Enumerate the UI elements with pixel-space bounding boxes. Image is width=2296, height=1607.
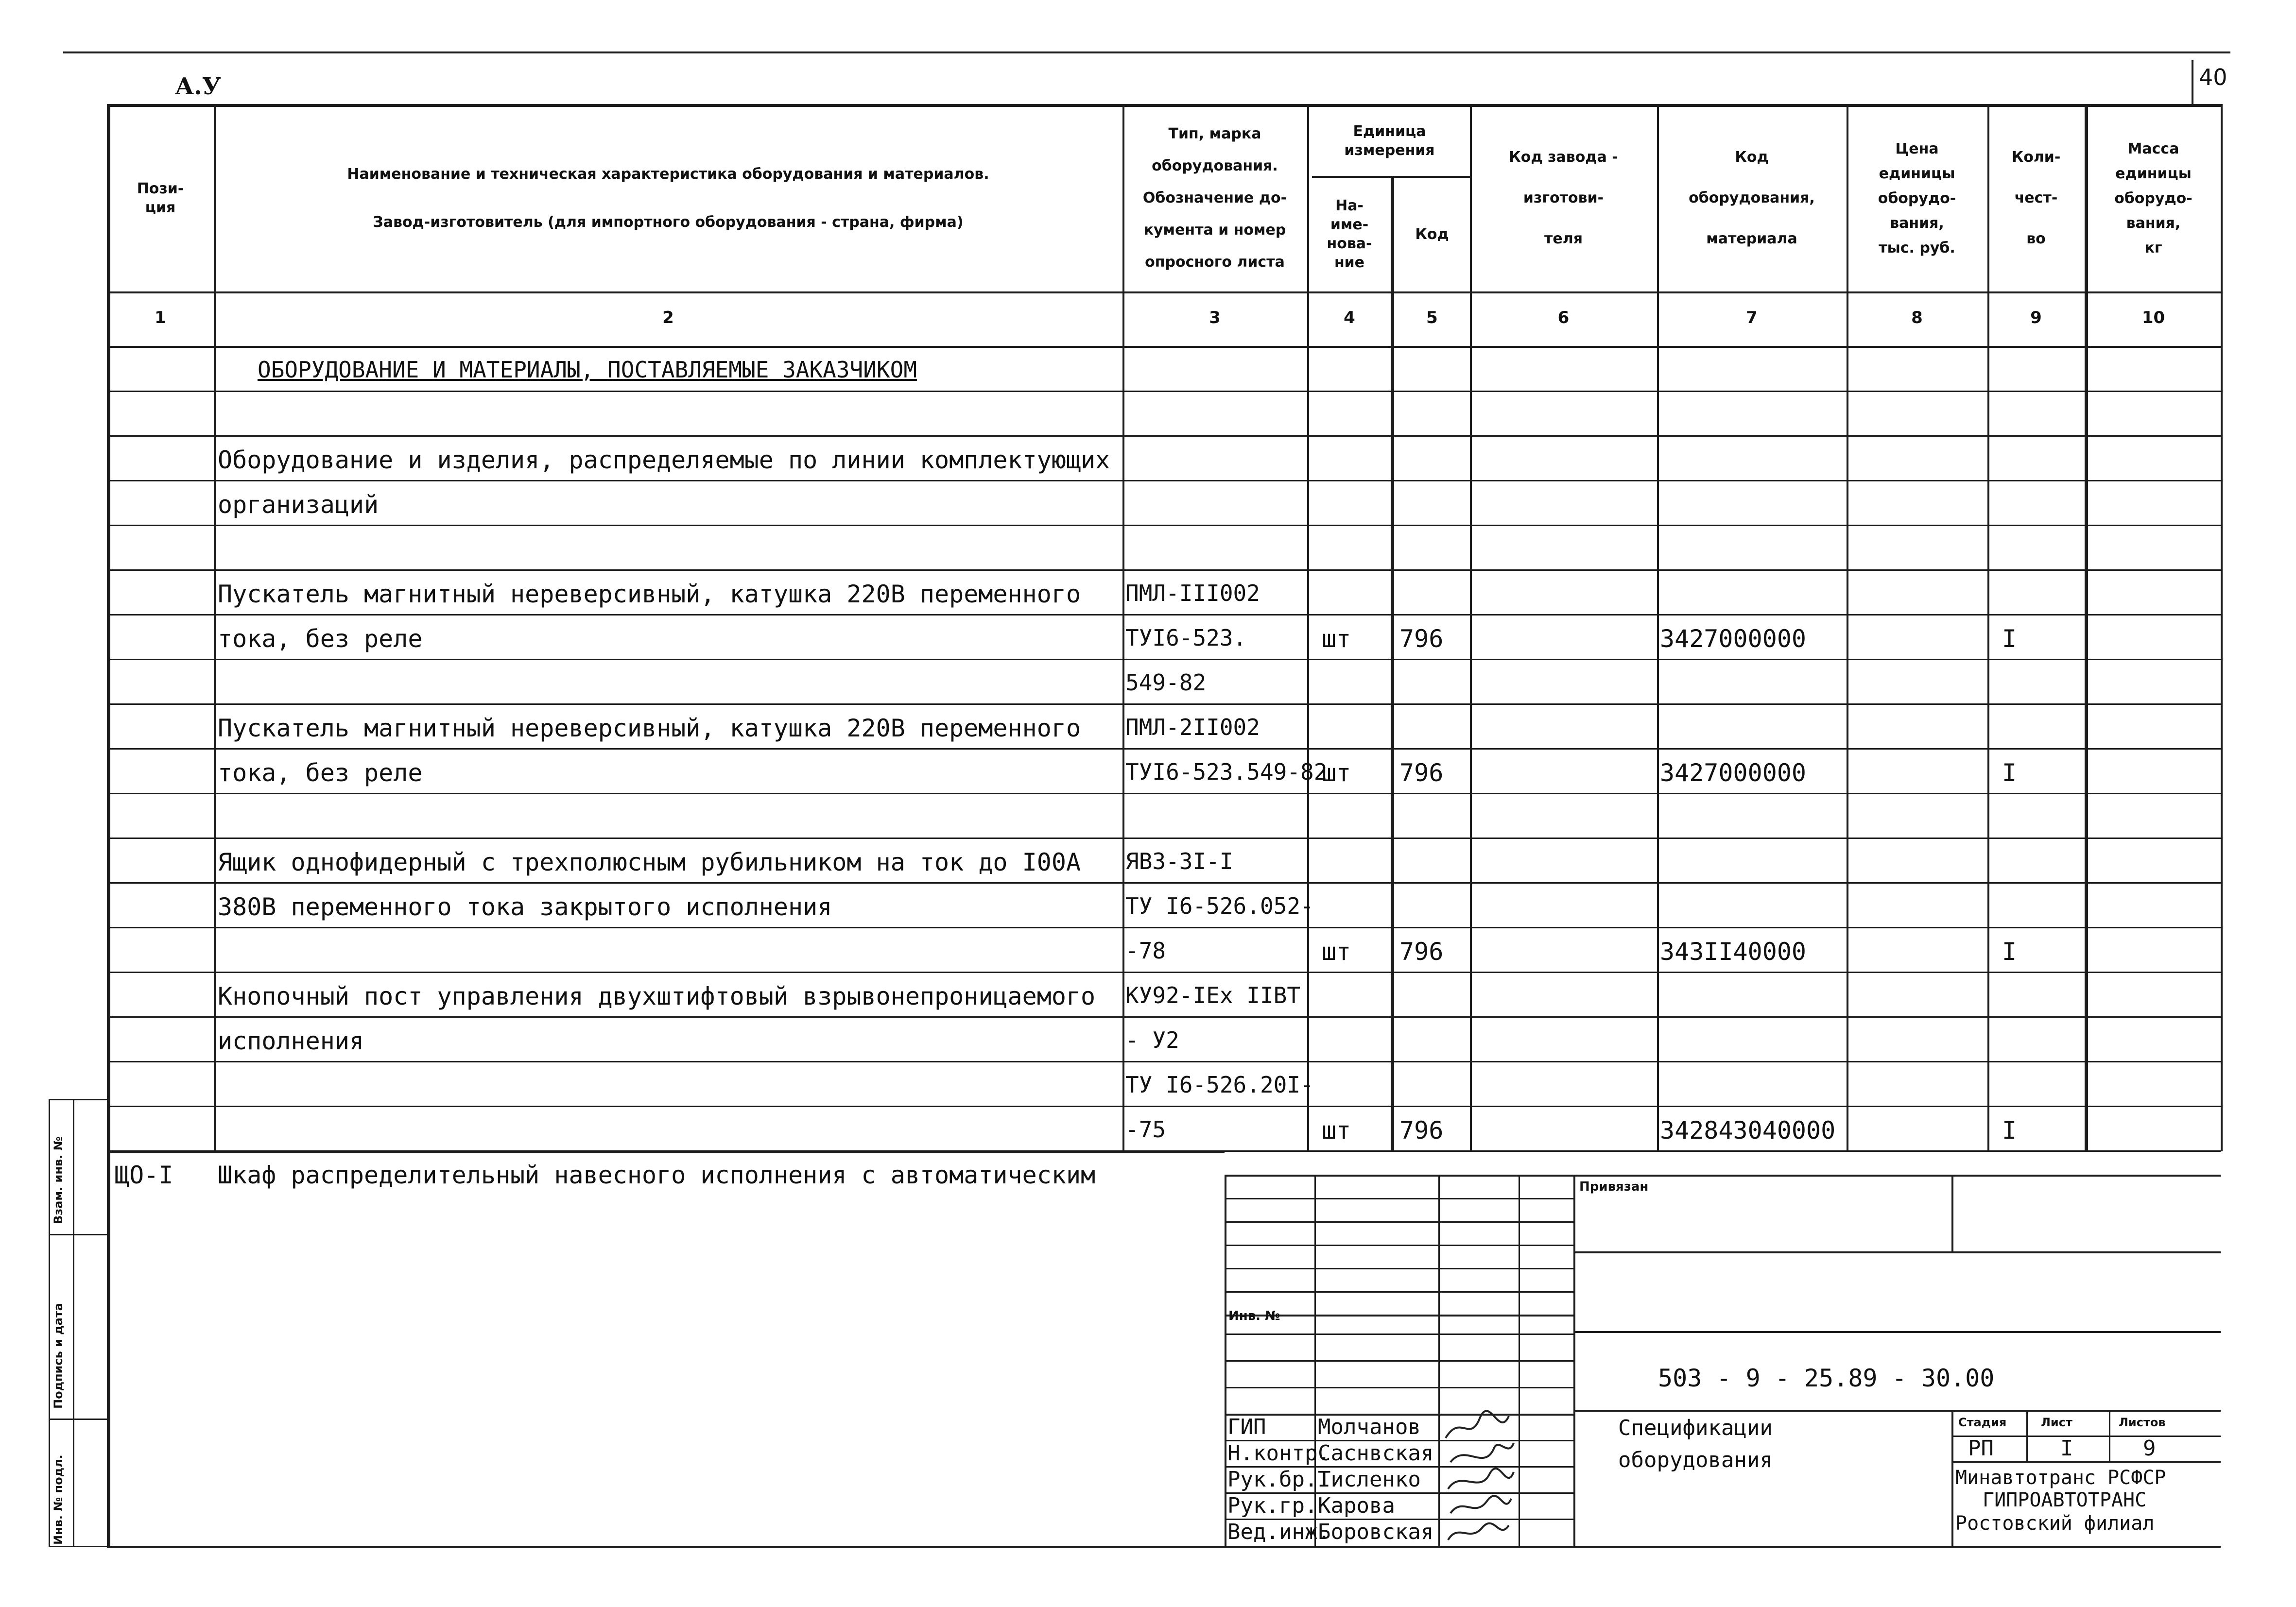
tb-grid-line: [1225, 1198, 1573, 1199]
col-header-5: [1394, 179, 1470, 290]
cell-unit: шт: [1322, 759, 1351, 787]
title-block-stage-value-line: [1951, 1461, 2221, 1463]
signature-name: Карова: [1318, 1493, 1395, 1518]
col-header-unit-line: Единица: [1353, 123, 1426, 140]
title-block-stage-split: [2109, 1410, 2110, 1461]
side-strip-inner-line: [73, 1099, 74, 1547]
col-header-10-line: оборудо-: [2114, 189, 2192, 207]
signature-role: Вед.инж.: [1227, 1520, 1330, 1544]
page-bottom-line: [107, 1546, 2221, 1548]
col-header-10-line: Масса: [2127, 140, 2179, 157]
cell-type: ПМЛ-III002: [1125, 580, 1260, 606]
col-number: 3: [1209, 308, 1221, 327]
sheet-label: Лист: [2041, 1416, 2072, 1429]
title-block-attached-line: [1951, 1175, 1953, 1251]
col-header-1-line: ция: [145, 199, 176, 216]
col-header-7: [1659, 107, 1845, 290]
tb-grid-line: [1225, 1221, 1573, 1223]
header-code: А.У: [175, 73, 221, 100]
cell-type: КУ92-IЕх IIВТ: [1125, 982, 1301, 1009]
title-block-stage-line: [1951, 1410, 1953, 1546]
cell-unit_code: 796: [1399, 938, 1444, 966]
org-line-3: Ростовский филиал: [1955, 1512, 2155, 1535]
col-header-3-line: оборудования.: [1152, 157, 1278, 174]
col-header-1: [109, 107, 212, 290]
top-border-line: [63, 51, 2230, 53]
col-line-9: [2085, 104, 2088, 1151]
cell-qty: I: [2002, 759, 2017, 787]
col-header-3-line: кумента и номер: [1143, 222, 1286, 239]
cell-unit: шт: [1322, 938, 1351, 966]
col-header-unit-line: измерения: [1344, 142, 1435, 159]
cell-name: организаций: [218, 491, 379, 519]
page-number: 40: [2199, 64, 2227, 90]
col-header-7-line: оборудования,: [1689, 189, 1815, 206]
document-title-line-1: Спецификации: [1618, 1416, 1773, 1440]
col-header-4: [1309, 179, 1390, 290]
stage-value: РП: [1968, 1436, 1994, 1461]
col-header-3-line: Тип, марка: [1168, 125, 1261, 142]
row-separator: [107, 1150, 2221, 1152]
col-header-3: [1124, 107, 1305, 290]
cell-type: -75: [1125, 1116, 1166, 1143]
col-line-4: [1391, 176, 1394, 1151]
tb-grid-line: [1225, 1360, 1573, 1362]
cell-name: Пускатель магнитный нереверсивный, катушка 220В переменного: [218, 580, 1081, 608]
document-code: 503 - 9 - 25.89 - 30.00: [1658, 1364, 1995, 1392]
col-header-10-line: вания,: [2126, 214, 2181, 232]
col-number: 8: [1911, 308, 1923, 327]
side-label-replace: Взам. инв. №: [52, 1136, 65, 1224]
numbers-bottom-line: [107, 346, 2221, 348]
cell-name: ОБОРУДОВАНИЕ И МАТЕРИАЛЫ, ПОСТАВЛЯЕМЫЕ ЗАКАЗЧИКОМ: [258, 357, 917, 383]
signature-role: Рук.бр.I: [1227, 1467, 1330, 1492]
col-header-8: [1848, 107, 1985, 290]
col-header-9-line: Коли-: [2011, 149, 2061, 166]
side-strip-outer-line: [49, 1099, 50, 1547]
cell-name: 380В переменного тока закрытого исполнения: [218, 893, 832, 921]
page-number-box-line: [2192, 60, 2193, 104]
org-line-2: ГИПРОАВТОТРАНС: [1983, 1489, 2147, 1511]
cell-type: 549-82: [1125, 669, 1207, 696]
title-block-stage-split: [2026, 1410, 2028, 1461]
col-header-8-line: тыс. руб.: [1879, 239, 1955, 256]
cell-code: 343II40000: [1660, 938, 1807, 966]
col-header-8-line: вания,: [1890, 214, 1944, 232]
row-separator: [107, 435, 2221, 437]
cell-qty: I: [2002, 938, 2017, 966]
col-number: 4: [1344, 308, 1355, 327]
inv-number-label: Инв. №: [1228, 1309, 1280, 1323]
col-header-8-line: оборудо-: [1878, 189, 1956, 207]
cell-name: Пускатель магнитный нереверсивный, катушка 220В переменного: [218, 714, 1081, 742]
cell-unit_code: 796: [1399, 625, 1444, 653]
signature-role: Н.контр.: [1227, 1441, 1330, 1466]
col-header-2-line: Завод-изготовитель (для импортного оборудования - страна, фирма): [373, 214, 964, 231]
row-separator: [107, 1016, 2221, 1018]
col-header-9-line: чест-: [2014, 189, 2058, 206]
col-header-4-line: име-: [1330, 216, 1369, 233]
col-header-10: [2088, 107, 2219, 290]
row-separator: [107, 703, 2221, 705]
row-separator: [107, 525, 2221, 526]
col-header-4-line: ние: [1334, 254, 1365, 271]
cell-type: ТУ I6-526.052-: [1125, 893, 1314, 919]
sheets-label: Листов: [2119, 1416, 2166, 1429]
side-strip-line: [49, 1099, 107, 1100]
cell-type: ТУ I6-526.20I-: [1125, 1072, 1314, 1098]
side-strip-line: [49, 1234, 107, 1235]
side-label-signature: Подпись и дата: [52, 1303, 65, 1409]
col-number: 7: [1746, 308, 1758, 327]
signature-name: Молчанов: [1318, 1415, 1421, 1439]
row-separator: [107, 1061, 2221, 1062]
cell-type: ТУI6-523.549-82: [1125, 759, 1328, 785]
col-header-6-line: изготови-: [1523, 189, 1604, 206]
col-number: 2: [662, 308, 674, 327]
title-block-top-line: [1225, 1175, 2221, 1177]
cell-name: исполнения: [218, 1027, 364, 1055]
cell-qty: I: [2002, 625, 2017, 653]
col-header-3-line: Обозначение до-: [1142, 189, 1287, 206]
col-header-7-line: материала: [1706, 230, 1797, 247]
cell-unit: шт: [1322, 625, 1351, 653]
row-separator: [107, 614, 2221, 615]
row-separator: [107, 1106, 2221, 1107]
col-line-10: [2221, 104, 2223, 1151]
col-header-9-line: во: [2026, 230, 2046, 247]
cell-name: Оборудование и изделия, распределяемые по линии комплектующих: [218, 446, 1110, 474]
col-header-6-line: Код завода -: [1509, 149, 1618, 166]
attached-label: Привязан: [1579, 1180, 1649, 1194]
signature-role: ГИП: [1227, 1415, 1266, 1439]
row-separator: [107, 882, 2221, 884]
col-header-5-line: Код: [1415, 225, 1449, 243]
col-header-6: [1472, 107, 1655, 290]
tb-grid-line: [1225, 1387, 1573, 1388]
header-bottom-line: [107, 291, 2221, 293]
row-separator: [107, 391, 2221, 392]
cell-name: Кнопочный пост управления двухштифтовый взрывонепроницаемого: [218, 982, 1096, 1010]
col-header-10-line: кг: [2144, 239, 2162, 256]
col-header-9: [1989, 107, 2083, 290]
col-header-10-line: единицы: [2115, 165, 2192, 182]
row-separator: [107, 569, 2221, 571]
cell-type: ПМЛ-2II002: [1125, 714, 1260, 740]
tb-grid-line: [1225, 1333, 1573, 1335]
col-number: 10: [2141, 308, 2165, 327]
document-title-line-2: оборудования: [1618, 1448, 1773, 1472]
handwritten-signatures: [1441, 1409, 1519, 1545]
cell-name: тока, без реле: [218, 759, 423, 787]
cell-code: 3427000000: [1660, 625, 1807, 653]
cell-type: ЯВЗ-3I-I: [1125, 848, 1233, 874]
stage-label: Стадия: [1958, 1416, 2007, 1429]
col-header-2: [216, 107, 1121, 290]
signature-name: Саснвская: [1318, 1441, 1434, 1466]
side-strip-line: [49, 1419, 107, 1420]
cell-unit: шт: [1322, 1116, 1351, 1145]
col-header-unit: [1309, 107, 1470, 175]
signature-role: Рук.гр.: [1227, 1493, 1318, 1518]
side-strip-line: [49, 1546, 107, 1547]
cell-type: -78: [1125, 938, 1166, 964]
row-separator: [107, 838, 2221, 839]
cell-qty: I: [2002, 1116, 2017, 1145]
tb-grid-line: [1225, 1245, 1573, 1246]
row-separator: [107, 927, 2221, 928]
org-line-1: Минавтотранс РСФСР: [1955, 1467, 2166, 1489]
sheets-value: 9: [2143, 1436, 2156, 1461]
row-separator: [107, 793, 2221, 794]
col-header-6-line: теля: [1544, 230, 1583, 247]
title-block-line: [1573, 1331, 2221, 1333]
title-block-line: [1573, 1410, 2221, 1412]
col-number: 1: [155, 308, 166, 327]
col-header-2-line: Наименование и техническая характеристика оборудования и материалов.: [347, 166, 989, 183]
col-header-8-line: Цена: [1895, 140, 1939, 157]
col-number: 5: [1426, 308, 1438, 327]
cell-type: - У2: [1125, 1027, 1179, 1053]
cell-code: 342843040000: [1660, 1116, 1836, 1145]
col-header-3-line: опросного листа: [1145, 254, 1285, 271]
side-label-inv-podl: Инв. № подл.: [52, 1454, 65, 1545]
cell-unit_code: 796: [1399, 759, 1444, 787]
cell-name: тока, без реле: [218, 625, 423, 653]
signature-name: Тисленко: [1318, 1467, 1421, 1492]
cell-name: Ящик однофидерный с трехполюсным рубильником на ток до I00А: [218, 848, 1081, 876]
sheet-value: I: [2060, 1436, 2073, 1461]
row-separator: [107, 659, 2221, 660]
cell-name: Шкаф распределительный навесного исполнения с автоматическим: [218, 1161, 1096, 1189]
col-number: 9: [2030, 308, 2042, 327]
row-separator: [107, 748, 2221, 750]
row-separator: [107, 972, 2221, 973]
col-header-4-line: На-: [1335, 197, 1364, 214]
title-block-line: [1573, 1251, 2221, 1253]
col-header-1-line: Пози-: [137, 180, 184, 197]
cell-pos: ЩО-I: [115, 1161, 173, 1189]
signature-name: Боровская: [1318, 1520, 1434, 1544]
row-separator: [107, 480, 2221, 481]
cell-type: ТУI6-523.: [1125, 625, 1247, 651]
tb-grid-line: [1225, 1268, 1573, 1269]
col-header-4-line: нова-: [1327, 235, 1372, 252]
title-block-main-line: [1573, 1175, 1575, 1546]
cell-unit_code: 796: [1399, 1116, 1444, 1145]
col-number: 6: [1557, 308, 1570, 327]
tb-grid-line: [1225, 1291, 1573, 1293]
cell-code: 3427000000: [1660, 759, 1807, 787]
col-header-8-line: единицы: [1879, 165, 1955, 182]
col-header-7-line: Код: [1735, 149, 1769, 166]
